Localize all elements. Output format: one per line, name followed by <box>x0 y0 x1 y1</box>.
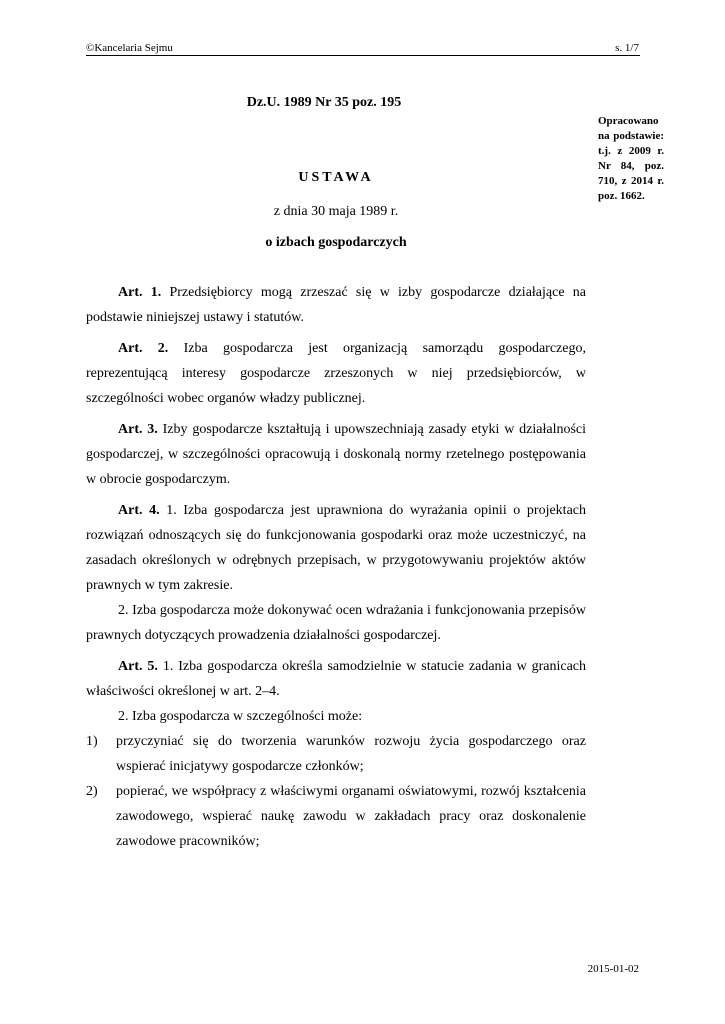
article-3 <box>86 417 586 492</box>
journal-reference: Dz.U. 1989 Nr 35 poz. 195 <box>246 95 402 110</box>
side-note: Opracowano na podstawie: t.j. z 2009 r. Nr 84, poz. 710, z 2014 r. poz. 1662. <box>598 115 664 202</box>
list-item-number: 1) <box>86 734 98 749</box>
list-item <box>86 779 586 854</box>
act-date: z dnia 30 maja 1989 r. <box>273 204 399 219</box>
article-5 <box>86 654 586 704</box>
footer-date: 2015-01-02 <box>587 963 639 975</box>
article-text: 1. Izba gospodarcza określa samodzielnie w statucie zadania w granicach właściwości określonej w art. 2–4. <box>86 659 587 699</box>
article-label: Art. 4. <box>118 503 160 518</box>
article-label: Art. 3. <box>118 422 158 437</box>
article-label: Art. 2. <box>118 341 169 356</box>
document-body <box>86 280 586 854</box>
list-item-text: przyczyniać się do tworzenia warunków rozwoju życia gospodarczego oraz wspierać inicjatywy gospodarcze członków; <box>116 734 586 774</box>
act-type-title: USTAWA <box>298 170 374 185</box>
article-text: 1. Izba gospodarcza jest uprawniona do wyrażania opinii o projektach rozwiązań odnoszących się do funkcjonowania gospodarki oraz może uczestniczyć, na zasadach określonych w odrębnych przepisach, w przygotowywaniu projektów aktów prawnych w tym zakresie. <box>86 503 586 593</box>
article-4-paragraph-2: 2. Izba gospodarcza może dokonywać ocen wdrażania i funkcjonowania przepisów prawnych dotyczących prowadzenia działalności gospodarczej. <box>86 603 586 643</box>
act-subject: o izbach gospodarczych <box>265 235 407 250</box>
header-source: ©Kancelaria Sejmu <box>86 42 173 54</box>
list-item-text: popierać, we współpracy z właściwymi organami oświatowymi, rozwój kształcenia zawodowego, wspierać naukę zawodu w zakładach pracy oraz doskonalenie zawodowe pracowników; <box>116 784 586 849</box>
list-item-number: 2) <box>86 784 98 799</box>
header-divider <box>86 55 640 56</box>
article-5-list <box>86 729 586 854</box>
article-4 <box>86 498 586 598</box>
article-text: Izby gospodarcze kształtują i upowszechniają zasady etyki w działalności gospodarczej, w szczególności opracowują i doskonalą normy rzetelnego postępowania w obrocie gospodarczym. <box>86 422 587 487</box>
article-label: Art. 5. <box>118 659 158 674</box>
article-text: Przedsiębiorcy mogą zrzeszać się w izby gospodarcze działające na podstawie niniejszej ustawy i statutów. <box>86 285 586 325</box>
list-item <box>86 729 586 779</box>
article-2 <box>86 336 586 411</box>
article-label: Art. 1. <box>118 285 162 300</box>
article-text: Izba gospodarcza jest organizacją samorządu gospodarczego, reprezentującą interesy gospodarcze zrzeszonych w niej przedsiębiorców, w szczególności wobec organów władzy publicznej. <box>86 341 586 406</box>
article-1 <box>86 280 586 330</box>
article-5-paragraph-2: 2. Izba gospodarcza w szczególności może: <box>118 709 363 724</box>
header-page-number: s. 1/7 <box>615 42 639 54</box>
